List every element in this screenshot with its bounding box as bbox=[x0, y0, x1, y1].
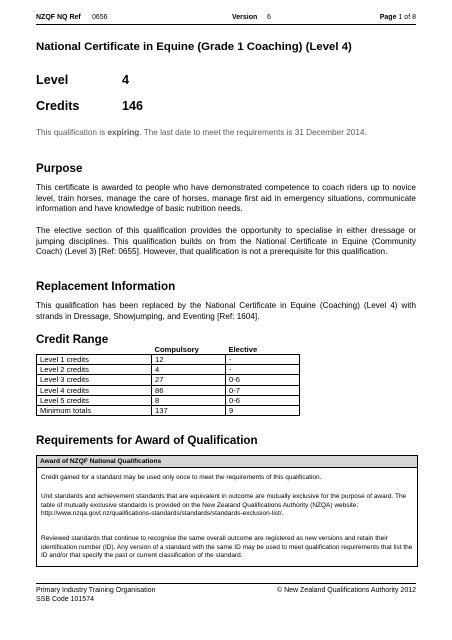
table-row bbox=[37, 365, 300, 375]
col-elective: Elective bbox=[228, 344, 258, 354]
ref-label: NZQF NQ Ref bbox=[36, 14, 81, 21]
row-elective: 0-6 bbox=[226, 395, 300, 405]
page-label: Page bbox=[379, 14, 397, 21]
page-current: 1 bbox=[398, 14, 403, 21]
footer-ssb-code: SSB Code 101574 bbox=[36, 596, 94, 603]
row-compulsory: 27 bbox=[152, 375, 226, 385]
row-compulsory: 8 bbox=[152, 395, 226, 405]
credits-label: Credits bbox=[36, 99, 80, 113]
row-elective: - bbox=[226, 355, 300, 365]
credit-range-heading: Credit Range bbox=[36, 333, 109, 346]
row-label: Level 4 credits bbox=[37, 385, 152, 395]
row-compulsory: 137 bbox=[152, 405, 226, 415]
page-header bbox=[36, 14, 416, 25]
row-elective: - bbox=[226, 365, 300, 375]
table-row bbox=[37, 395, 300, 405]
row-elective: 0-6 bbox=[226, 375, 300, 385]
level-value: 4 bbox=[122, 73, 130, 87]
credit-range-table bbox=[36, 344, 300, 416]
level-label: Level bbox=[36, 73, 69, 87]
col-compulsory: Compulsory bbox=[154, 344, 199, 354]
page-footer bbox=[36, 583, 416, 610]
award-box-title: Award of NZQF National Qualifications bbox=[40, 458, 162, 465]
purpose-heading: Purpose bbox=[36, 162, 83, 175]
requirements-heading: Requirements for Award of Qualification bbox=[36, 434, 258, 447]
row-elective: 0-7 bbox=[226, 385, 300, 395]
credits-value: 146 bbox=[122, 99, 144, 113]
purpose-paragraph-2: The elective section of this qualification provides the opportunity to specialise in either dressage or jumping disciplines. This qualification builds on from the National Certificate in Equine (Community Coach) (Level 3) [Ref: 0655]. However, that qualification is not a prerequisite for this qualification. bbox=[36, 226, 416, 257]
award-box-paragraph-3: Reviewed standards that continue to recognise the same overall outcome are registered as new versions and retain their identification number (ID). Any version of a standard with the same ID may be used to meet qualification requirements that list the ID and/or that specify the past or current classification of the standard. bbox=[41, 535, 413, 560]
expiry-post: . The last date to meet the requirements is 31 December 2014. bbox=[139, 128, 367, 137]
expiry-pre: This qualification is bbox=[36, 128, 108, 137]
row-label: Minimum totals bbox=[37, 405, 152, 415]
row-compulsory: 4 bbox=[152, 365, 226, 375]
qualification-title: National Certificate in Equine (Grade 1 Coaching) (Level 4) bbox=[36, 41, 352, 53]
award-info-box bbox=[36, 455, 418, 567]
award-box-paragraph-1: Credit gained for a standard may be used only once to meet the requirements of this qualification. bbox=[41, 474, 322, 481]
row-label: Level 3 credits bbox=[37, 375, 152, 385]
replacement-paragraph: This qualification has been replaced by the National Certificate in Equine (Coaching) (Level 4) with strands in Dressage, Showjumping, and Eventing [Ref: 1604]. bbox=[36, 301, 416, 321]
row-compulsory: 12 bbox=[152, 355, 226, 365]
award-box-paragraph-2: Unit standards and achievement standards that are equivalent in outcome are mutually exclusive for the purpose of award. The table of mutually exclusive standards is provided on the New Zealand Qualifications Authority (NZQA) website: http://www.nzqa.govt.nz/qualifications-standards/standards/standards-exclusion-list/. bbox=[41, 493, 407, 518]
footer-org: Primary Industry Training Organisation bbox=[36, 587, 156, 594]
table-row bbox=[37, 385, 300, 395]
award-box-titlebar bbox=[37, 456, 417, 468]
row-label: Level 2 credits bbox=[37, 365, 152, 375]
row-elective: 9 bbox=[226, 405, 300, 415]
page-number bbox=[380, 14, 416, 21]
version-label: Version bbox=[232, 14, 258, 21]
page-total: 8 bbox=[412, 14, 416, 21]
page-of: of bbox=[404, 14, 411, 21]
replacement-heading: Replacement Information bbox=[36, 280, 176, 293]
level-row bbox=[36, 73, 130, 87]
purpose-paragraph-1: This certificate is awarded to people who have demonstrated competence to coach riders up to novice level, train horses, manage the care of horses, manage first aid in emergency situations, communicate information and have knowledge of basic nutrition needs. bbox=[36, 183, 416, 214]
row-label: Level 5 credits bbox=[37, 395, 152, 405]
table-header-row bbox=[37, 344, 300, 355]
row-compulsory: 86 bbox=[152, 385, 226, 395]
version-value: 6 bbox=[267, 14, 271, 21]
expiry-word: expiring bbox=[107, 128, 140, 137]
credits-row bbox=[36, 99, 144, 113]
table-row bbox=[37, 405, 300, 415]
row-label: Level 1 credits bbox=[37, 355, 152, 365]
ref-value: 0656 bbox=[92, 14, 108, 21]
table-row bbox=[37, 355, 300, 365]
expiry-notice bbox=[36, 128, 416, 139]
footer-copyright: © New Zealand Qualifications Authority 2012 bbox=[276, 587, 416, 594]
table-row bbox=[37, 375, 300, 385]
